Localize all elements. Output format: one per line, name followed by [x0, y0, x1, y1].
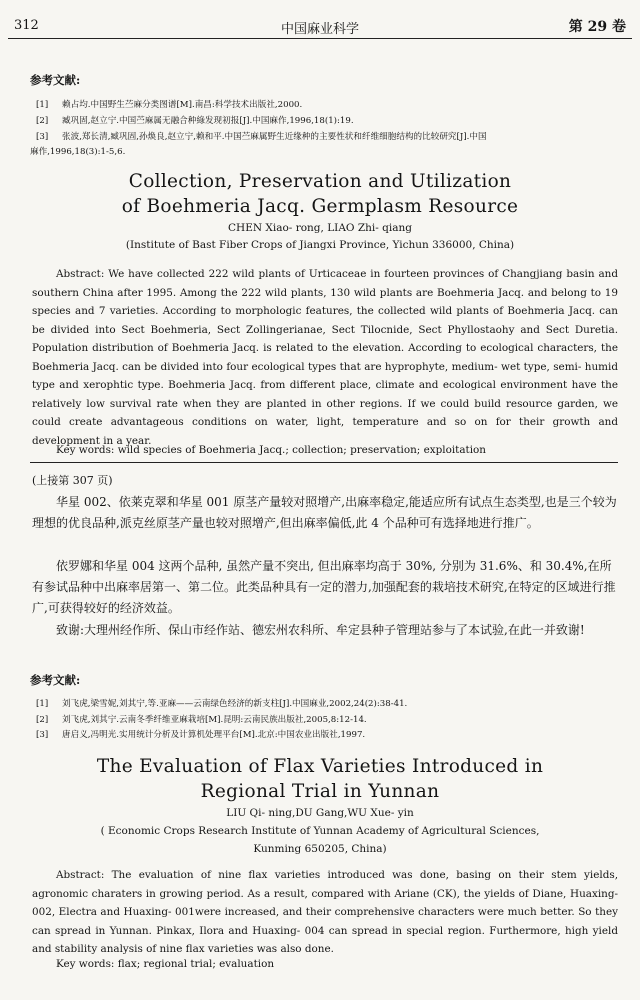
reference-item: [3] 张波,郑长清,臧巩固,孙焕良,赵立宁,赖和平.中国苎麻属野生近缘种的主要性状和纤维细胞结构的比较研究[J].中国	[36, 132, 487, 142]
continued-from-label: (上接第 307 页)	[32, 474, 113, 487]
reference-item: [1] 赖占均.中国野生苎麻分类图谱[M].南昌:科学技术出版社,2000.	[36, 100, 303, 110]
keywords: Key words: wild species of Boehmeria Jacq.; collection; preservation; exploitation	[56, 444, 486, 456]
reference-item: [1] 刘飞虎,梁雪妮,刘其宁,等.亚麻——云南绿色经济的新支柱[J].中国麻业,2002,24(2):38-41.	[36, 699, 408, 709]
volume-label: 第 29 卷	[568, 19, 626, 35]
paper-title-line1: The Evaluation of Flax Varieties Introduced in	[96, 756, 544, 777]
page-header	[8, 14, 632, 39]
body-paragraph: 华星 002、依莱克翠和华星 001 原茎产量较对照增产,出麻率稳定,能适应所有试点生态类型,也是三个较为理想的优良品种,派克丝原茎产量也较对照增产,但出麻率偏低,此 4 个品种可有选择地进行推广。	[32, 495, 617, 530]
reference-item: [3] 唐启义,冯明光.实用统计分析及计算机处理平台[M].北京:中国农业出版社,1997.	[36, 730, 366, 740]
reference-item: [2] 刘飞虎,刘其宁.云南冬季纤维亚麻栽培[M].昆明:云南民族出版社,2005,8:12-14.	[36, 715, 367, 725]
paper-institution: (Institute of Bast Fiber Crops of Jiangxi Province, Yichun 336000, China)	[125, 239, 515, 251]
journal-name: 中国麻业科学	[280, 22, 359, 37]
body-paragraph: 依罗娜和华星 004 这两个品种, 虽然产量不突出, 但出麻率均高于 30%, 分别为 31.6%、和 30.4%,在所有参试品种中出麻率居第一、第二位。此类品种具有一定的潜力,加强配套的栽培技术研究,在特定的区域进行推广,可获得较好的经济效益。	[32, 559, 616, 615]
abstract-text: Abstract: We have collected 222 wild plants of Urticaceae in fourteen provinces of Changjiang basin and southern China after 1995. Among the 222 wild plants, 130 wild plants are Boehmeria Jacq. and belong to 19 species and 7 varieties. According to morphologic features, the collected wild plants of Boehmeria Jacq. can be divided into Sect Boehmeria, Sect Zollingerianae, Sect Tilocnide, Sect Phyllostaohy and Sect Duretia. Population distribution of Boehmeria Jacq. is related to the elevation. According to ecological characters, the Boehmeria Jacq. can be divided into four ecological types that are hyprophyte, medium- wet type, semi- humid type and xerophtic type. Boehmeria Jacq. from different place, climate and ecological environment have the relatively low survival rate when they are planted in other regions. If we could build resource garden, we could create advantageous conditions on water, light, temperature and so on for their growth and development in a year.	[32, 268, 618, 447]
paper-authors: LIU Qi- ning,DU Gang,WU Xue- yin	[226, 807, 414, 819]
abstract-text: Abstract: The evaluation of nine flax varieties introduced was done, basing on their stem yields, agronomic charaters in growing period. As a result, compared with Ariane (CK), the yields of Diane, Huaxing- 002, Electra and Huaxing- 001were increased, and their comprehensive characters were much better. So they can spread in Yunnan. Pinkax, Ilora and Huaxing- 004 can spread in special region. Furthermore, high yield and stability analysis of nine flax varieties was also done.	[32, 869, 618, 955]
acknowledgement: 致谢:大理州经作所、保山市经作站、德宏州农科所、牟定县种子管理站参与了本试验,在此一并致谢!	[56, 623, 585, 637]
references-heading: 参考文献:	[30, 73, 81, 87]
paper-title-line2: of Boehmeria Jacq. Germplasm Resource	[121, 196, 519, 217]
reference-item-continued: 麻作,1996,18(3):1-5,6.	[30, 147, 126, 157]
paper-authors: CHEN Xiao- rong, LIAO Zhi- qiang	[228, 222, 412, 234]
paper-institution-line1: ( Economic Crops Research Institute of Yunnan Academy of Agricultural Sciences,	[100, 825, 540, 837]
paper-institution-line2: Kunming 650205, China)	[253, 843, 387, 855]
paper-title-line2: Regional Trial in Yunnan	[200, 781, 440, 802]
page-number: 312	[14, 18, 39, 33]
paper-title-line1: Collection, Preservation and Utilization	[128, 171, 512, 192]
references-heading: 参考文献:	[30, 673, 81, 687]
section-divider	[30, 462, 618, 463]
keywords: Key words: flax; regional trial; evaluation	[56, 958, 275, 970]
reference-item: [2] 臧巩固,赵立宁.中国苎麻属无融合种綠发现初报[J].中国麻作,1996,18(1):19.	[36, 116, 354, 126]
